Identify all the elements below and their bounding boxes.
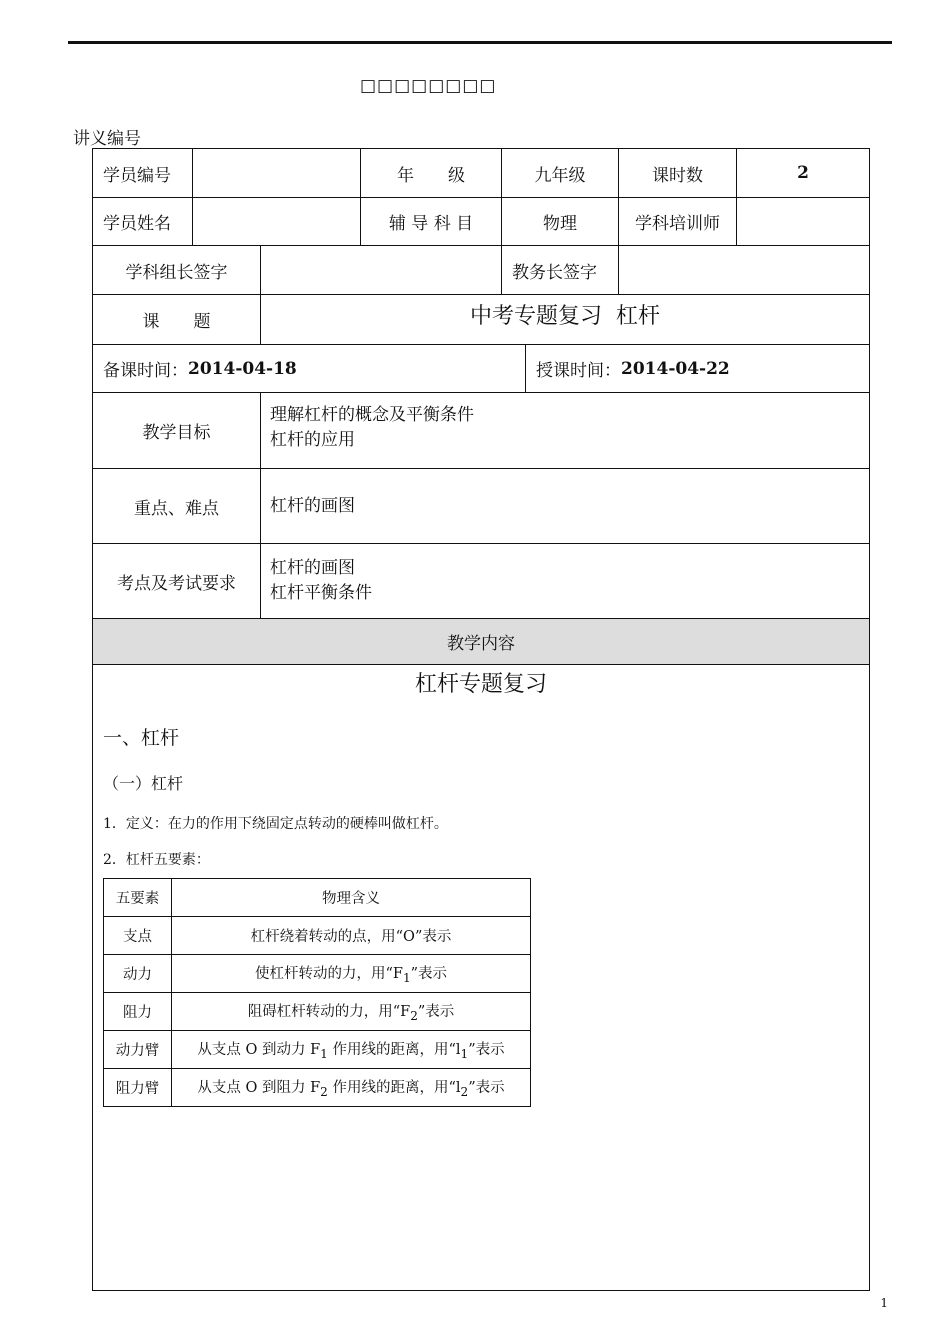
subsection-heading: （一）杠杆	[103, 774, 184, 793]
symbol-subscript: 1	[320, 1046, 328, 1061]
student-name-value	[193, 198, 361, 246]
element-desc	[172, 1069, 531, 1107]
desc-text: 从支点 O 到动力	[197, 1042, 311, 1059]
trainer-label: 学科培训师	[619, 198, 737, 246]
content-title: 杠杆专题复习	[414, 672, 547, 697]
header-rule	[68, 41, 892, 44]
desc-text: 杠杆绕着转动的点，用“O”表示	[250, 929, 452, 945]
desc-text: 作用线的距离，用“	[327, 1080, 456, 1097]
teach-time	[526, 345, 869, 393]
symbol: F	[400, 1004, 411, 1021]
element-name: 阻力	[104, 993, 172, 1031]
element-desc	[172, 917, 531, 955]
topic-label: 课 题	[93, 295, 261, 345]
prep-time	[93, 345, 526, 393]
lesson-plan-frame	[92, 148, 870, 1291]
desc-text: ”表示	[410, 966, 448, 983]
goal-line: 理解杠杆的概念及平衡条件	[270, 405, 474, 425]
element-desc	[172, 993, 531, 1031]
student-name-label: 学员姓名	[93, 198, 193, 246]
symbol-subscript: 2	[410, 1008, 418, 1023]
leader-sign-label: 学科组长签字	[93, 246, 261, 295]
content-header: 教学内容	[93, 619, 869, 665]
symbol-subscript: 1	[402, 970, 411, 985]
key-line: 杠杆的画图	[270, 495, 355, 516]
grade-value: 九年级	[502, 149, 619, 198]
topic-value: 中考专题复习 杠杆	[261, 295, 869, 345]
desc-text: ”表示	[417, 1004, 455, 1021]
element-name: 动力	[104, 955, 172, 993]
element-desc	[172, 1031, 531, 1069]
section-heading: 一、杠杆	[103, 727, 180, 749]
dean-sign-label: 教务长签字	[502, 246, 619, 295]
subject-label: 辅 导 科 目	[361, 198, 502, 246]
exam-label: 考点及考试要求	[93, 544, 261, 619]
symbol-subscript: 2	[320, 1084, 328, 1099]
table-header-row	[104, 879, 531, 917]
element-name: 支点	[104, 917, 172, 955]
student-id-value	[193, 149, 361, 198]
subject-value: 物理	[502, 198, 619, 246]
key-value	[261, 469, 869, 544]
dean-sign-value	[619, 246, 869, 295]
symbol: F	[310, 1080, 321, 1097]
table-header-cell: 五要素	[104, 879, 172, 917]
definition-text: 1．定义：在力的作用下绕固定点转动的硬棒叫做杠杆。	[103, 816, 448, 832]
desc-text: 作用线的距离，用“	[327, 1042, 456, 1059]
goal-label: 教学目标	[93, 393, 261, 469]
table-row	[104, 955, 531, 993]
table-row	[104, 1031, 531, 1069]
prep-time-label: 备课时间：	[103, 361, 188, 381]
symbol-subscript: 1	[460, 1046, 469, 1061]
table-row	[104, 917, 531, 955]
teach-time-label: 授课时间：	[536, 361, 621, 381]
grade-label: 年 级	[361, 149, 502, 198]
leader-sign-value	[261, 246, 502, 295]
symbol: l	[455, 1080, 461, 1097]
symbol: F	[310, 1042, 321, 1059]
prep-time-value: 2014-04-18	[188, 358, 297, 379]
hours-value: 2	[737, 149, 869, 198]
table-row	[104, 993, 531, 1031]
page-number: 1	[880, 1296, 888, 1310]
desc-text: ”表示	[468, 1080, 505, 1097]
element-name: 阻力臂	[104, 1069, 172, 1107]
hours-label: 课时数	[619, 149, 737, 198]
symbol: l	[455, 1042, 461, 1059]
five-elements-heading: 2．杠杆五要素：	[103, 852, 210, 868]
student-id-label: 学员编号	[93, 149, 193, 198]
key-label: 重点、难点	[93, 469, 261, 544]
desc-text: 阻碍杠杆转动的力，用“	[247, 1004, 401, 1021]
exam-line: 杠杆平衡条件	[270, 583, 372, 603]
exam-value	[261, 544, 869, 619]
table-header-cell: 物理含义	[172, 879, 531, 917]
desc-text: 从支点 O 到阻力	[197, 1080, 311, 1097]
lecture-number-label: 讲义编号	[73, 129, 141, 149]
desc-text: 使杠杆转动的力，用“	[254, 966, 393, 983]
element-desc	[172, 955, 531, 993]
goal-line: 杠杆的应用	[270, 430, 355, 450]
teach-time-value: 2014-04-22	[621, 358, 730, 379]
lecture-number-field	[73, 124, 296, 149]
element-name: 动力臂	[104, 1031, 172, 1069]
symbol: F	[392, 966, 403, 983]
header-title: □□□□□□□□	[360, 76, 497, 96]
symbol-subscript: 2	[460, 1084, 469, 1099]
lecture-number-blank	[143, 130, 296, 149]
desc-text: ”表示	[468, 1042, 505, 1059]
goal-value	[261, 393, 869, 469]
table-row	[104, 1069, 531, 1107]
exam-line: 杠杆的画图	[270, 558, 355, 578]
trainer-value	[737, 198, 869, 246]
five-elements-table	[103, 878, 531, 1107]
